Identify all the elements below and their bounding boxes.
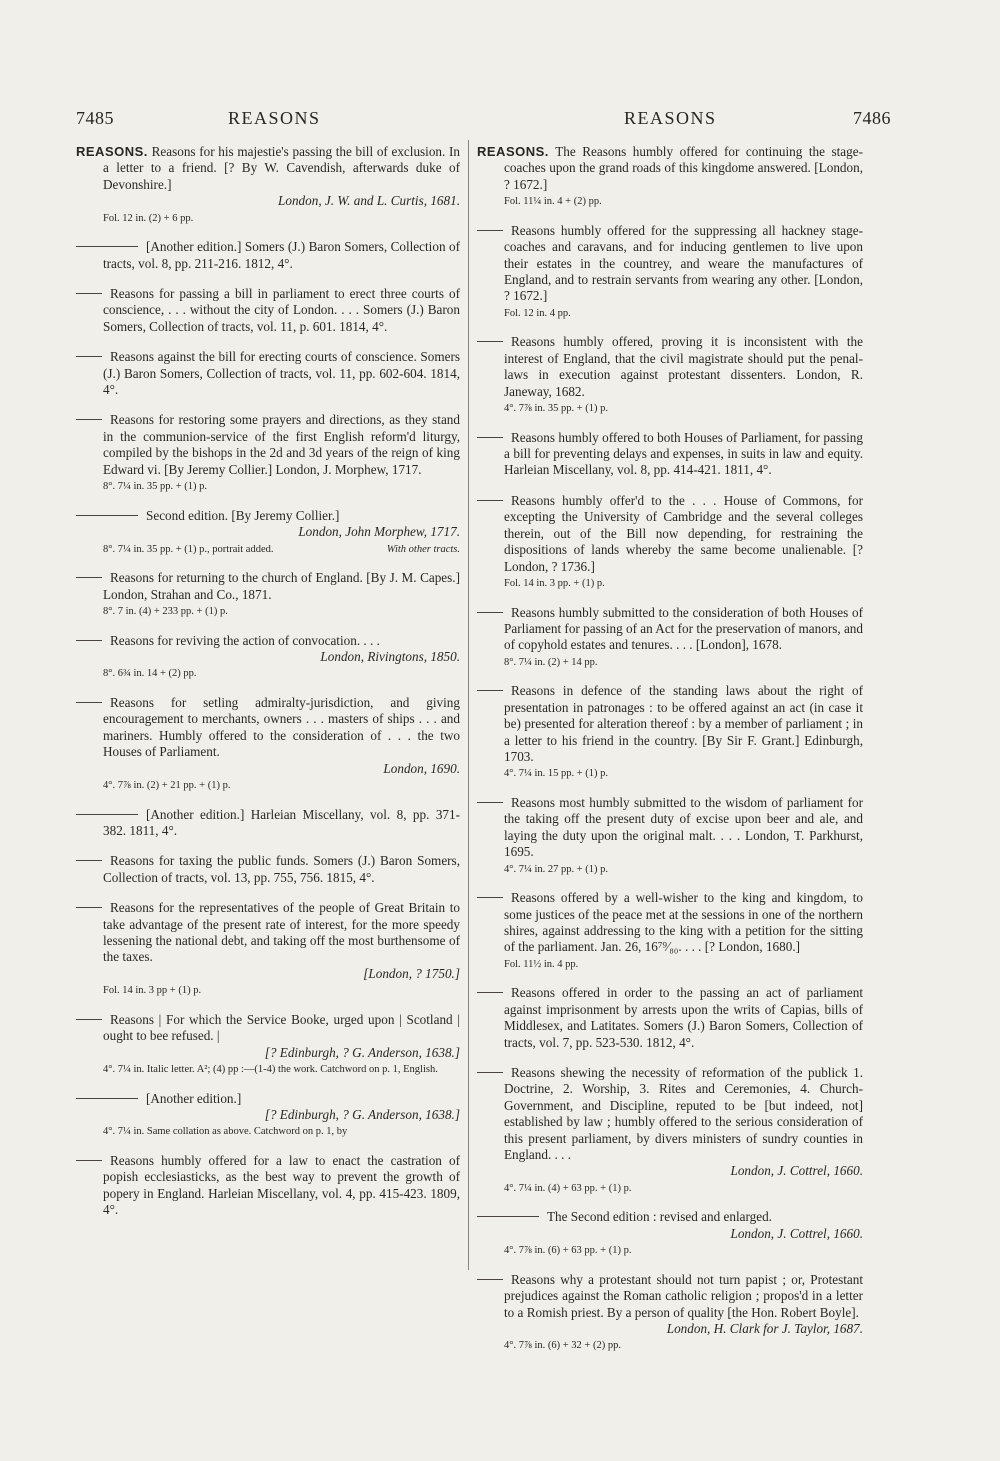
entry-collation <box>76 1125 460 1139</box>
entry-collation <box>477 1339 863 1353</box>
catalog-entry <box>477 795 863 876</box>
catalog-entry <box>76 1153 460 1219</box>
heading-word: REASONS. <box>477 144 549 159</box>
collation-text: 8°. 7¼ in. 35 pp. + (1) p. <box>103 481 208 493</box>
entry-body: Reasons for returning to the church of England. [By J. M. Capes.] London, Strahan and Co., 1871. <box>103 570 460 602</box>
entry-text <box>477 430 863 479</box>
repeat-dash <box>477 612 503 613</box>
column-divider <box>468 140 469 1270</box>
entry-text <box>76 508 460 524</box>
entry-body: Reasons | For which the Service Booke, urged upon | Scotland | ought to bee refused. | <box>103 1011 460 1044</box>
collation-text: Fol. 12 in. 4 pp. <box>504 307 571 319</box>
catalog-entry <box>477 1272 863 1353</box>
repeat-dash <box>477 230 503 231</box>
catalog-entry <box>477 1065 863 1195</box>
entry-body: The Second edition : revised and enlarged. <box>547 1209 772 1225</box>
repeat-dash <box>76 1098 138 1099</box>
entry-collation <box>477 402 863 416</box>
collation-text: 4°. 7⅞ in. (6) + 32 + (2) pp. <box>504 1340 621 1352</box>
catalog-entry <box>477 493 863 591</box>
collation-text: 4°. 7¼ in. (4) + 63 pp. + (1) p. <box>504 1182 632 1194</box>
entry-text <box>477 493 863 575</box>
repeat-dash <box>76 1019 102 1020</box>
repeat-dash <box>76 814 138 815</box>
collation-text: 4°. 7⅞ in. (2) + 21 pp. + (1) p. <box>103 779 231 791</box>
page-header <box>76 108 891 134</box>
entry-body: Reasons for taxing the public funds. Somers (J.) Baron Somers, Collection of tracts, vol. 13, pp. 755, 756. 1815, 4°. <box>103 853 460 885</box>
catalog-entry <box>477 683 863 781</box>
entry-text <box>477 1065 863 1163</box>
entry-body: Reasons humbly offered to both Houses of Parliament, for passing a bill for preventing delays and expenses, in suits in law and equity. Harleian Miscellany, vol. 8, pp. 414-421. 1811, 4°. <box>504 429 863 478</box>
catalog-entry <box>477 430 863 479</box>
entry-text <box>477 1272 863 1321</box>
entry-collation <box>477 863 863 877</box>
entry-collation <box>477 767 863 781</box>
entry-body: Reasons humbly offered, proving it is inconsistent with the interest of England, that the civil magistrate should put the penal-laws in execution against protestant dissenters. London, R. Janeway, 1682. <box>504 334 863 399</box>
repeat-dash <box>76 293 102 294</box>
repeat-dash <box>477 341 503 342</box>
entry-text <box>76 695 460 761</box>
entry-body: Reasons for restoring some prayers and directions, as they stand in the communion-service of the first English reform'd liturgy, compiled by the bishops in the 2d and 3d years of the reign of king Edward vi. [By Jeremy Collier.] London, J. Morphew, 1717. <box>103 412 460 477</box>
repeat-dash <box>477 897 503 898</box>
repeat-dash <box>76 860 102 861</box>
entry-collation <box>477 1182 863 1196</box>
repeat-dash <box>477 1216 539 1217</box>
entry-imprint: [? Edinburgh, ? G. Anderson, 1638.] <box>264 1107 460 1122</box>
entry-text <box>76 286 460 335</box>
collation-text: 8°. 6¾ in. 14 + (2) pp. <box>103 668 197 680</box>
repeat-dash <box>76 515 138 516</box>
entry-body: Reasons in defence of the standing laws about the right of presentation in patronages : to be offered against an act (in case it be) presented for alteration thereof : by a member of parliament ; in a letter to his friend in the country. [By Sir F. Grant.] Edinburgh, 1703. <box>504 683 863 764</box>
entry-body: Reasons humbly offered for the suppressing all hackney stage-coaches and caravans, and for inducing gentlemen to live upon their estates in the countrey, and weare the manufactures of England, and to restrain servants from wearing any other. [London, ? 1672.] <box>504 222 863 304</box>
entry-collation <box>76 543 460 557</box>
repeat-dash <box>477 992 503 993</box>
entry-text <box>477 1209 863 1225</box>
left-column <box>76 144 460 1233</box>
page-number-right: 7486 <box>853 108 891 128</box>
collation-text: 4°. 7¼ in. 15 pp. + (1) p. <box>504 768 609 780</box>
entry-text <box>76 1091 460 1107</box>
entry-imprint: London, H. Clark for J. Taylor, 1687. <box>666 1321 863 1337</box>
entry-text <box>477 144 863 193</box>
entry-imprint: London, John Morphew, 1717. <box>298 524 460 540</box>
page-number-left: 7485 <box>76 108 114 128</box>
entry-body: Reasons for setling admiralty-jurisdiction, and giving encouragement to merchants, owners . . . masters of ships . . . and mariners. Humbly offered to the consideration of . . . the two Houses of Parliament. <box>103 694 460 760</box>
entry-text <box>76 853 460 886</box>
collation-text: Fol. 14 in. 3 pp + (1) p. <box>103 985 202 997</box>
repeat-dash <box>477 437 503 438</box>
entry-imprint: London, Rivingtons, 1850. <box>320 648 460 664</box>
catalog-entry <box>76 508 460 556</box>
entry-text <box>76 633 460 649</box>
entry-imprint: London, J. Cottrel, 1660. <box>730 1163 863 1179</box>
repeat-dash <box>76 907 102 908</box>
collation-text: Fol. 11¼ in. 4 + (2) pp. <box>504 196 602 208</box>
catalog-entry <box>76 633 460 681</box>
entry-collation <box>76 480 460 494</box>
running-head-right: REASONS <box>624 108 717 128</box>
entry-text <box>477 605 863 654</box>
entry-collation <box>76 984 460 998</box>
collation-text: 4°. 7¼ in. 27 pp. + (1) p. <box>504 863 609 875</box>
entry-collation <box>477 1244 863 1258</box>
catalog-entry <box>477 334 863 415</box>
entry-body: Reasons humbly submitted to the consideration of both Houses of Parliament for passing of an Act for the preservation of manors, and of copyhold estates and tenures. . . . [London], 1678. <box>504 604 863 653</box>
repeat-dash <box>76 577 102 578</box>
entry-imprint: London, J. Cottrel, 1660. <box>730 1225 863 1241</box>
catalog-entry <box>76 286 460 335</box>
entry-imprint: [? Edinburgh, ? G. Anderson, 1638.] <box>264 1044 460 1060</box>
entry-collation <box>477 577 863 591</box>
repeat-dash <box>477 1279 503 1280</box>
catalog-entry <box>76 570 460 618</box>
catalog-entry <box>76 807 460 840</box>
entry-text <box>76 900 460 966</box>
catalog-entry <box>76 144 460 225</box>
heading-word: REASONS. <box>76 144 148 159</box>
entry-body: The Reasons humbly offered for continuing the stage-coaches upon the grand roads of this kingdome answered. [London, ? 1672.] <box>504 144 863 192</box>
entry-text <box>76 412 460 478</box>
entry-collation <box>76 1063 460 1077</box>
repeat-dash <box>477 500 503 501</box>
catalog-entry <box>477 890 863 971</box>
running-head-left: REASONS <box>228 108 321 128</box>
entry-collation <box>76 212 460 226</box>
entry-body: Reasons why a protestant should not turn papist ; or, Protestant prejudices against the Roman catholic religion ; propos'd in a letter to a Romish priest. By a person of quality [the Hon. Robert Boyle]. <box>504 1271 863 1320</box>
entry-text <box>76 239 460 272</box>
right-column <box>477 144 863 1367</box>
entry-text <box>477 683 863 765</box>
entry-text <box>477 223 863 305</box>
entry-collation <box>76 605 460 619</box>
repeat-dash <box>76 1160 102 1161</box>
collation-text: Fol. 11½ in. 4 pp. <box>504 958 579 970</box>
entry-collation <box>477 958 863 972</box>
entry-body: Reasons against the bill for erecting courts of conscience. Somers (J.) Baron Somers, Collection of tracts, vol. 11, pp. 602-604. 1814, 4°. <box>103 349 460 398</box>
catalog-entry <box>76 239 460 272</box>
entry-text <box>76 349 460 398</box>
entry-collation <box>76 779 460 793</box>
entry-text <box>76 570 460 603</box>
collation-text: 4°. 7⅞ in. 35 pp. + (1) p. <box>504 403 609 415</box>
entry-body: Reasons humbly offer'd to the . . . House of Commons, for excepting the University of Cambridge and the several colleges therein, out of the Bill now depending, for restraining the dispositions of lands whereby the same become unalienable. [? London, ? 1736.] <box>504 492 863 574</box>
entry-body: [Another edition.] Somers (J.) Baron Somers, Collection of tracts, vol. 8, pp. 211-216. 1812, 4°. <box>103 239 460 271</box>
collation-text: 8°. 7¼ in. 35 pp. + (1) p., portrait added. <box>103 543 274 555</box>
collation-text: 4°. 7⅞ in. (6) + 63 pp. + (1) p. <box>504 1245 632 1257</box>
collation-note: With other tracts. <box>386 543 460 555</box>
entry-collation <box>76 667 460 681</box>
collation-text: Fol. 12 in. (2) + 6 pp. <box>103 212 194 224</box>
repeat-dash <box>76 246 138 247</box>
repeat-dash <box>477 690 503 691</box>
catalog-entry <box>76 1012 460 1077</box>
entry-body: Reasons shewing the necessity of reformation of the publick 1. Doctrine, 2. Worship, 3. Rites and Ceremonies, 4. Church-Government, and Discipline, reputed to be [but indeed, not] established by law ; humbly offered to the serious consideration of this present parliament, by divers ministers of sundry counties in England. . . . <box>504 1065 863 1163</box>
catalog-entry <box>477 985 863 1051</box>
entry-body: Reasons for the representatives of the people of Great Britain to take advantage of the present rate of interest, for the more speedy lessening the national debt, and taking off the most burthensome of the taxes. <box>103 900 460 965</box>
repeat-dash <box>76 419 102 420</box>
entry-body: Reasons offered by a well-wisher to the king and kingdom, to some justices of the peace met at the sessions in one of the northern shires, against addressing to the king with a petition for the sitting of the parliament. Jan. 26, 16⁷⁹⁄₈₀. . . . [? London, 1680.] <box>504 890 863 955</box>
entry-body: [Another edition.] Harleian Miscellany, vol. 8, pp. 371-382. 1811, 4°. <box>103 806 460 838</box>
repeat-dash <box>76 702 102 703</box>
entry-imprint: London, J. W. and L. Curtis, 1681. <box>278 193 460 209</box>
entry-collation <box>477 307 863 321</box>
entry-imprint: [London, ? 1750.] <box>363 965 460 981</box>
repeat-dash <box>477 802 503 803</box>
collation-text: Fol. 14 in. 3 pp. + (1) p. <box>504 577 605 589</box>
repeat-dash <box>76 356 102 357</box>
collation-text: 8°. 7¼ in. (2) + 14 pp. <box>504 656 598 668</box>
catalog-entry <box>76 695 460 793</box>
entry-text <box>477 334 863 400</box>
entry-text <box>477 890 863 956</box>
catalog-entry <box>76 412 460 493</box>
entry-text <box>76 1012 460 1045</box>
catalog-entry <box>76 900 460 998</box>
entry-text <box>477 795 863 861</box>
entry-body: Reasons most humbly submitted to the wisdom of parliament for the taking off the present duty of excise upon beer and ale, and laying the duty upon the original malt. . . . London, T. Parkhurst, 1695. <box>504 794 863 860</box>
entry-body: Reasons for passing a bill in parliament to erect three courts of conscience, . . . without the city of London. . . . Somers (J.) Baron Somers, Collection of tracts, vol. 11, p. 601. 1814, 4°. <box>103 286 460 334</box>
entry-body: Reasons offered in order to the passing an act of parliament against imprisonment by arrests upon the writs of Capias, bills of Middlesex, and Latitates. Somers (J.) Baron Somers, Collection of tracts, vol. 7, pp. 523-530. 1812, 4°. <box>504 985 863 1050</box>
collation-text: 4°. 7¼ in. Same collation as above. Catchword on p. 1, by <box>103 1126 348 1138</box>
catalog-entry <box>477 605 863 670</box>
entry-text <box>76 144 460 193</box>
entry-text <box>477 985 863 1051</box>
entry-body: Reasons humbly offered for a law to enact the castration of popish ecclesiasticks, as the best way to prevent the growth of popery in England. Harleian Miscellany, vol. 4, pp. 415-423. 1809, 4°. <box>103 1153 460 1218</box>
entry-collation <box>477 195 863 209</box>
repeat-dash <box>76 640 102 641</box>
entry-body: Reasons for his majestie's passing the bill of exclusion. In a letter to a friend. [? By W. Cavendish, afterwards duke of Devonshire.] <box>103 144 460 192</box>
catalog-entry <box>477 1209 863 1257</box>
entry-body: Second edition. [By Jeremy Collier.] <box>146 507 340 523</box>
entry-imprint: London, 1690. <box>383 760 460 776</box>
entry-collation <box>477 656 863 670</box>
collation-text: 8°. 7 in. (4) + 233 pp. + (1) p. <box>103 605 228 617</box>
catalog-entry <box>76 1091 460 1139</box>
entry-body: [Another edition.] <box>146 1090 242 1106</box>
catalog-entry <box>76 349 460 398</box>
catalog-entry <box>477 223 863 321</box>
catalog-entry <box>76 853 460 886</box>
entry-text <box>76 807 460 840</box>
catalog-entry <box>477 144 863 209</box>
entry-text <box>76 1153 460 1219</box>
repeat-dash <box>477 1072 503 1073</box>
collation-text: 4°. 7¼ in. Italic letter. A²; (4) pp :—(1-4) the work. Catchword on p. 1, English. <box>103 1064 438 1075</box>
entry-body: Reasons for reviving the action of convocation. . . . <box>110 632 380 648</box>
